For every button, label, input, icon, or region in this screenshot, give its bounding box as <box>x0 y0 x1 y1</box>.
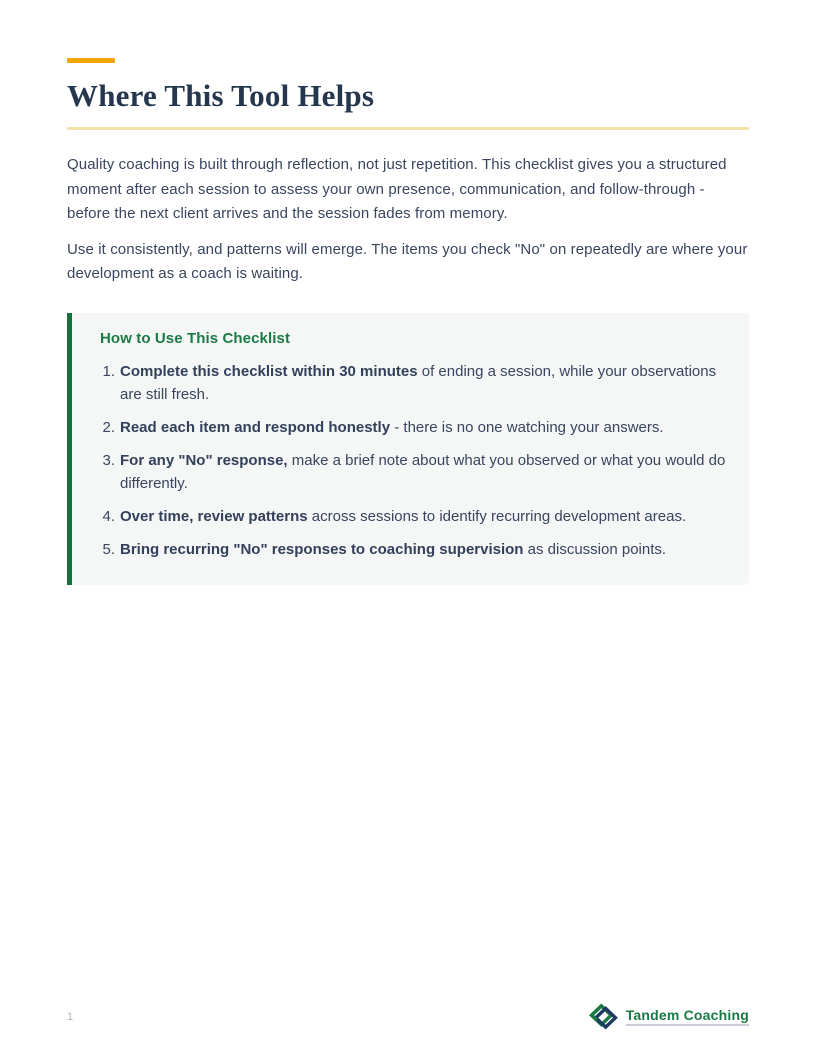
list-item-number: 4. <box>102 507 115 525</box>
list-item <box>100 505 737 528</box>
callout-list <box>100 360 737 561</box>
tandem-diamond-icon <box>589 1003 618 1030</box>
list-item-number: 3. <box>102 451 115 469</box>
list-item-bold: Bring recurring "No" responses to coaching supervision <box>120 540 524 558</box>
list-item-rest: - there is no one watching your answers. <box>390 418 664 436</box>
list-item-text <box>120 449 732 495</box>
list-item <box>100 538 737 561</box>
list-item-text <box>120 416 664 439</box>
page-footer <box>0 1003 816 1030</box>
accent-bar <box>67 58 115 63</box>
list-item-number: 1. <box>102 362 115 380</box>
intro-section <box>67 153 749 287</box>
how-to-use-callout <box>67 313 749 585</box>
list-item-bold: For any "No" response, <box>120 451 288 469</box>
title-divider <box>67 127 749 130</box>
list-item-rest: make a brief note about what you observed or what you would do differently. <box>120 451 726 492</box>
list-item-bold: Complete this checklist within 30 minutes <box>120 362 418 380</box>
list-item-text <box>120 538 666 561</box>
page-title: Where This Tool Helps <box>67 78 375 113</box>
page-number: 1 <box>67 1010 74 1023</box>
list-item <box>100 360 737 406</box>
list-item-bold: Over time, review patterns <box>120 507 308 525</box>
list-item-rest: as discussion points. <box>523 540 667 558</box>
list-item-text <box>120 505 686 528</box>
list-item <box>100 416 737 439</box>
list-item-rest: across sessions to identify recurring development areas. <box>307 507 687 525</box>
brand-logo[interactable] <box>589 1003 749 1030</box>
list-item-number: 2. <box>102 418 115 436</box>
list-item-number: 5. <box>102 540 115 558</box>
list-item-bold: Read each item and respond honestly <box>120 418 391 436</box>
intro-paragraph-2: Use it consistently, and patterns will emerge. The items you check "No" on repeatedly are where your development as a coach is waiting. <box>67 240 748 282</box>
list-item-rest: of ending a session, while your observations are still fresh. <box>120 362 717 403</box>
list-item <box>100 449 737 495</box>
list-item-text <box>120 360 732 406</box>
brand-name: Tandem Coaching <box>626 1007 749 1026</box>
intro-paragraph-1: Quality coaching is built through reflection, not just repetition. This checklist gives you a structured moment after each session to assess your own presence, communication, and follow-through - before the next client arrives and the session fades from memory. <box>67 156 727 222</box>
callout-title: How to Use This Checklist <box>100 329 291 347</box>
